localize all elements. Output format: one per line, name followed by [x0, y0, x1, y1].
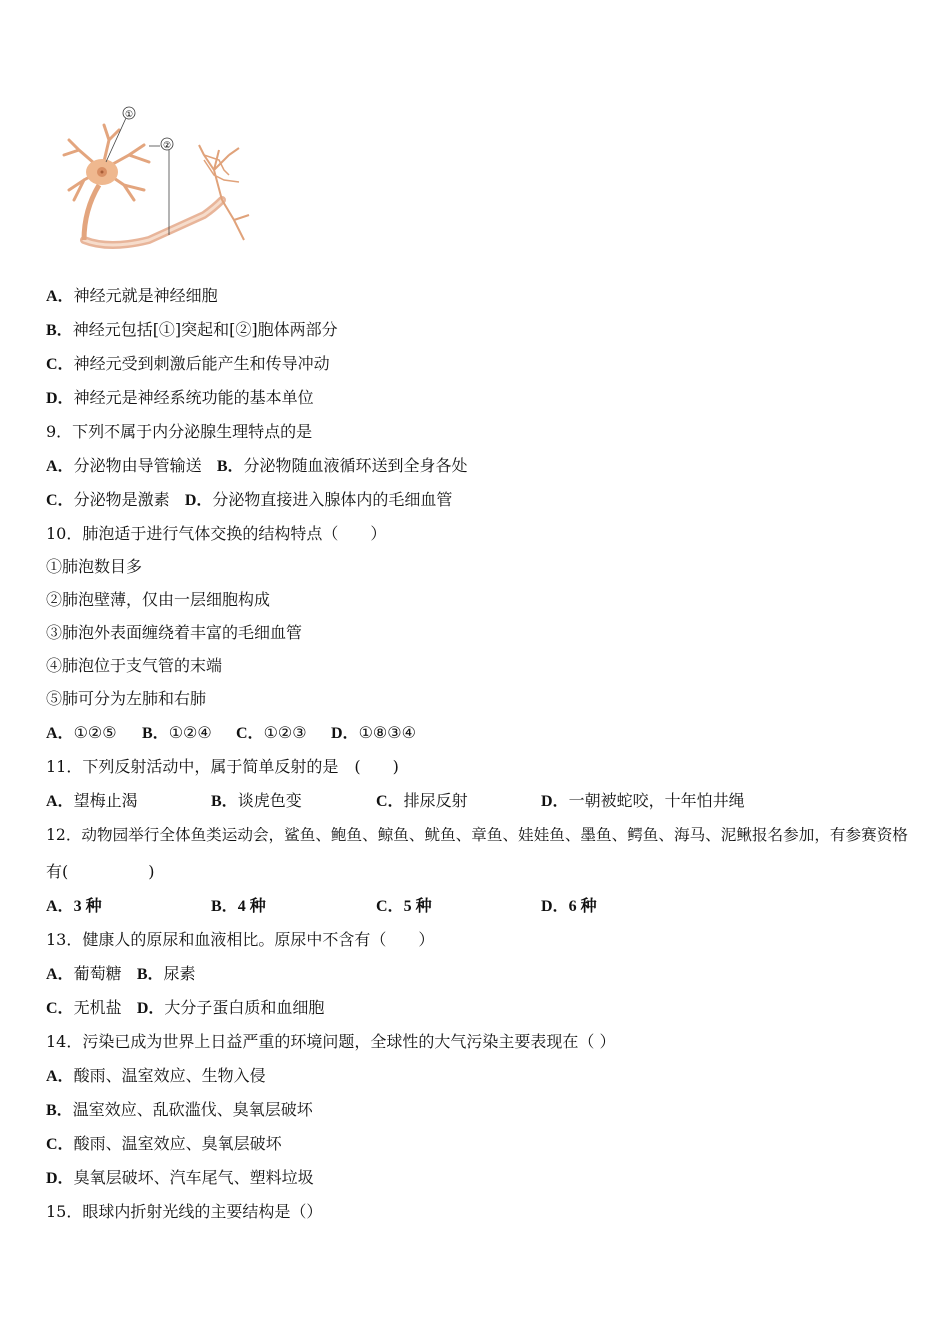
q11-option-a: A．望梅止渴 [46, 791, 138, 810]
q10-option-a: A．①②⑤ [46, 723, 117, 742]
q11-stem: 11．下列反射活动中，属于简单反射的是 ( ) [46, 757, 399, 776]
q12-stem-line2: 有( ) [46, 862, 155, 881]
q10-option-c: C．①②③ [236, 723, 307, 742]
q14-option-c: C．酸雨、温室效应、臭氧层破坏 [46, 1134, 282, 1153]
neuron-figure [54, 100, 254, 272]
q9-stem: 9．下列不属于内分泌腺生理特点的是 [46, 422, 313, 441]
q8-option-d: D．神经元是神经系统功能的基本单位 [46, 388, 314, 407]
q13-stem: 13．健康人的原尿和血液相比。原尿中不含有（ ） [46, 930, 435, 949]
q12-option-b: B．4 种 [211, 898, 266, 915]
q12-stem-line1: 12．动物园举行全体鱼类运动会，鲨鱼、鲍鱼、鲸鱼、鱿鱼、章鱼、娃娃鱼、墨鱼、鳄鱼、海马、泥鳅报名参加，有参赛资格 [46, 826, 908, 844]
q14-stem: 14．污染已成为世界上日益严重的环境问题，全球性的大气污染主要表现在（ ） [46, 1032, 616, 1051]
q14-option-a: A．酸雨、温室效应、生物入侵 [46, 1066, 266, 1085]
q8-option-a: A．神经元就是神经细胞 [46, 286, 218, 305]
q10-item-3: ③肺泡外表面缠绕着丰富的毛细血管 [46, 623, 303, 642]
q10-item-1: ①肺泡数目多 [46, 557, 143, 576]
q13-options-line1: A．葡萄糖 B．尿素 [46, 964, 196, 983]
q11-option-d: D．一朝被蛇咬，十年怕井绳 [541, 791, 745, 810]
q12-option-c: C．5 种 [376, 898, 432, 915]
q13-options-line2: C．无机盐 D．大分子蛋白质和血细胞 [46, 998, 325, 1017]
q10-item-2: ②肺泡壁薄，仅由一层细胞构成 [46, 590, 271, 609]
q8-option-b: B．神经元包括[①]突起和[②]胞体两部分 [46, 320, 338, 339]
q10-option-b: B．①②④ [142, 723, 212, 742]
q14-option-b: B．温室效应、乱砍滥伐、臭氧层破坏 [46, 1100, 313, 1119]
q9-options-line1: A．分泌物由导管输送 B．分泌物随血液循环送到全身各处 [46, 456, 468, 475]
q10-item-5: ⑤肺可分为左肺和右肺 [46, 689, 207, 708]
neuron-diagram [54, 100, 254, 272]
q11-option-c: C．排尿反射 [376, 791, 468, 810]
q12-option-a: A．3 种 [46, 898, 102, 915]
q10-stem: 10．肺泡适于进行气体交换的结构特点（ ） [46, 524, 387, 543]
q14-option-d: D．臭氧层破坏、汽车尾气、塑料垃圾 [46, 1168, 314, 1187]
figure-label-2: ② [162, 141, 172, 151]
q10-option-d: D．①⑧③④ [331, 723, 416, 742]
q11-option-b: B．谈虎色变 [211, 791, 302, 810]
figure-label-1: ① [124, 110, 134, 120]
q12-option-d: D．6 种 [541, 898, 597, 915]
q8-option-c: C．神经元受到刺激后能产生和传导冲动 [46, 354, 330, 373]
q9-options-line2: C．分泌物是激素 D．分泌物直接进入腺体内的毛细血管 [46, 490, 453, 509]
q10-item-4: ④肺泡位于支气管的末端 [46, 656, 223, 675]
q15-stem: 15．眼球内折射光线的主要结构是（） [46, 1202, 323, 1221]
